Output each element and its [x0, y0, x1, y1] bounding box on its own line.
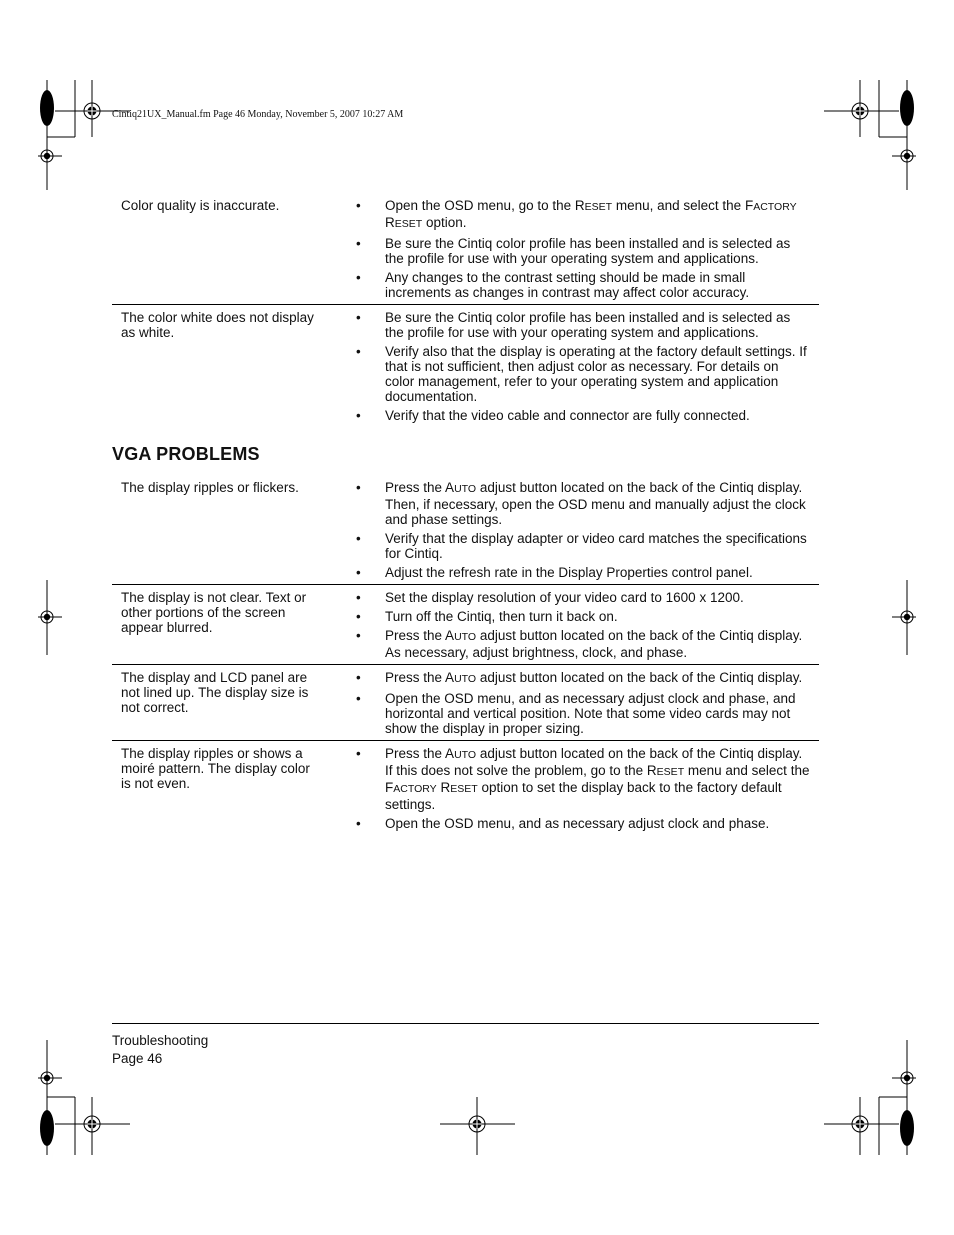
solution-item	[326, 609, 819, 624]
color-troubleshooting-table	[112, 193, 819, 427]
solution-text: Adjust the refresh rate in the Display Properties control panel.	[385, 565, 753, 580]
bullet-icon: •	[356, 609, 361, 624]
bullet-icon: •	[356, 670, 361, 685]
problem-text: The display and LCD panel are not lined up. The display size is not correct.	[121, 670, 309, 715]
solution-text: Press the AUTO adjust button located on the back of the Cintiq display. As necessary, adjust brightness, clock, and phase.	[385, 628, 803, 660]
solution-text: Be sure the Cintiq color profile has been installed and is selected as the profile for use with your operating system and applications.	[385, 236, 791, 266]
footer-section: Troubleshooting	[112, 1033, 209, 1048]
bullet-icon: •	[356, 590, 361, 605]
solution-item	[326, 670, 819, 687]
bullet-icon: •	[356, 628, 361, 643]
solution-item	[326, 816, 819, 831]
bullet-icon: •	[356, 531, 361, 546]
solution-item	[326, 691, 819, 736]
solution-item	[326, 310, 819, 340]
table-row	[112, 193, 819, 304]
bullet-icon: •	[356, 198, 361, 213]
solution-text: Open the OSD menu, and as necessary adjust clock and phase.	[385, 816, 770, 831]
solution-item	[326, 236, 819, 266]
solution-text: Open the OSD menu, and as necessary adjust clock and phase, and horizontal and vertical position. Note that some video cards may not show the display in proper sizing.	[385, 691, 796, 736]
problem-text: Color quality is inaccurate.	[121, 198, 280, 213]
footer-rule	[112, 1023, 819, 1024]
solution-item	[326, 270, 819, 300]
problem-text: The color white does not display as white.	[121, 310, 314, 340]
table-row	[112, 664, 819, 740]
table-row	[112, 584, 819, 664]
solution-list	[326, 198, 819, 300]
solution-item	[326, 531, 819, 561]
bullet-icon: •	[356, 408, 361, 423]
solution-text: Press the AUTO adjust button located on the back of the Cintiq display. If this does not solve the problem, go to the RESET menu and select the FACTORY RESET option to set the display back to the factory default settings.	[385, 746, 810, 812]
solution-list	[326, 590, 819, 660]
solution-text: Set the display resolution of your video card to 1600 x 1200.	[385, 590, 744, 605]
page-footer	[112, 1032, 208, 1068]
solution-item	[326, 590, 819, 605]
solution-list	[326, 746, 819, 831]
bullet-icon: •	[356, 565, 361, 580]
problem-text: The display is not clear. Text or other portions of the screen appear blurred.	[121, 590, 307, 635]
solution-item	[326, 628, 819, 660]
table-row	[112, 740, 819, 835]
bullet-icon: •	[356, 691, 361, 706]
bullet-icon: •	[356, 816, 361, 831]
solution-list	[326, 480, 819, 580]
print-slug: Cintiq21UX_Manual.fm Page 46 Monday, November 5, 2007 10:27 AM	[112, 109, 404, 120]
problem-text: The display ripples or flickers.	[121, 480, 299, 495]
solution-item	[326, 565, 819, 580]
solution-text: Verify that the display adapter or video card matches the specifications for Cintiq.	[385, 531, 807, 561]
bullet-icon: •	[356, 270, 361, 285]
table-row	[112, 475, 819, 584]
bullet-icon: •	[356, 310, 361, 325]
solution-item	[326, 746, 819, 812]
solution-text: Verify that the video cable and connector are fully connected.	[385, 408, 750, 423]
bullet-icon: •	[356, 480, 361, 495]
solution-item	[326, 408, 819, 423]
solution-list	[326, 670, 819, 736]
bullet-icon: •	[356, 746, 361, 761]
solution-text: Verify also that the display is operating at the factory default settings. If that is not sufficient, then adjust color as necessary. For details on color management, refer to your operating system and application documentation.	[385, 344, 807, 404]
solution-text: Turn off the Cintiq, then turn it back on.	[385, 609, 618, 624]
section-title: VGA PROBLEMS	[112, 444, 260, 464]
solution-item	[326, 480, 819, 527]
solution-text: Open the OSD menu, go to the RESET menu, and select the FACTORY RESET option.	[385, 198, 797, 230]
solution-list	[326, 310, 819, 423]
solution-item	[326, 344, 819, 404]
table-row	[112, 304, 819, 427]
problem-text: The display ripples or shows a moiré pattern. The display color is not even.	[121, 746, 310, 791]
solution-text: Any changes to the contrast setting should be made in small increments as changes in contrast may affect color accuracy.	[385, 270, 750, 300]
vga-troubleshooting-table	[112, 475, 819, 835]
solution-item	[326, 198, 819, 232]
solution-text: Press the AUTO adjust button located on the back of the Cintiq display.	[385, 670, 803, 685]
footer-page-number: Page 46	[112, 1051, 163, 1066]
bullet-icon: •	[356, 344, 361, 359]
solution-text: Press the AUTO adjust button located on the back of the Cintiq display. Then, if necessary, open the OSD menu and manually adjust the clock and phase settings.	[385, 480, 806, 527]
solution-text: Be sure the Cintiq color profile has been installed and is selected as the profile for use with your operating system and applications.	[385, 310, 791, 340]
bullet-icon: •	[356, 236, 361, 251]
